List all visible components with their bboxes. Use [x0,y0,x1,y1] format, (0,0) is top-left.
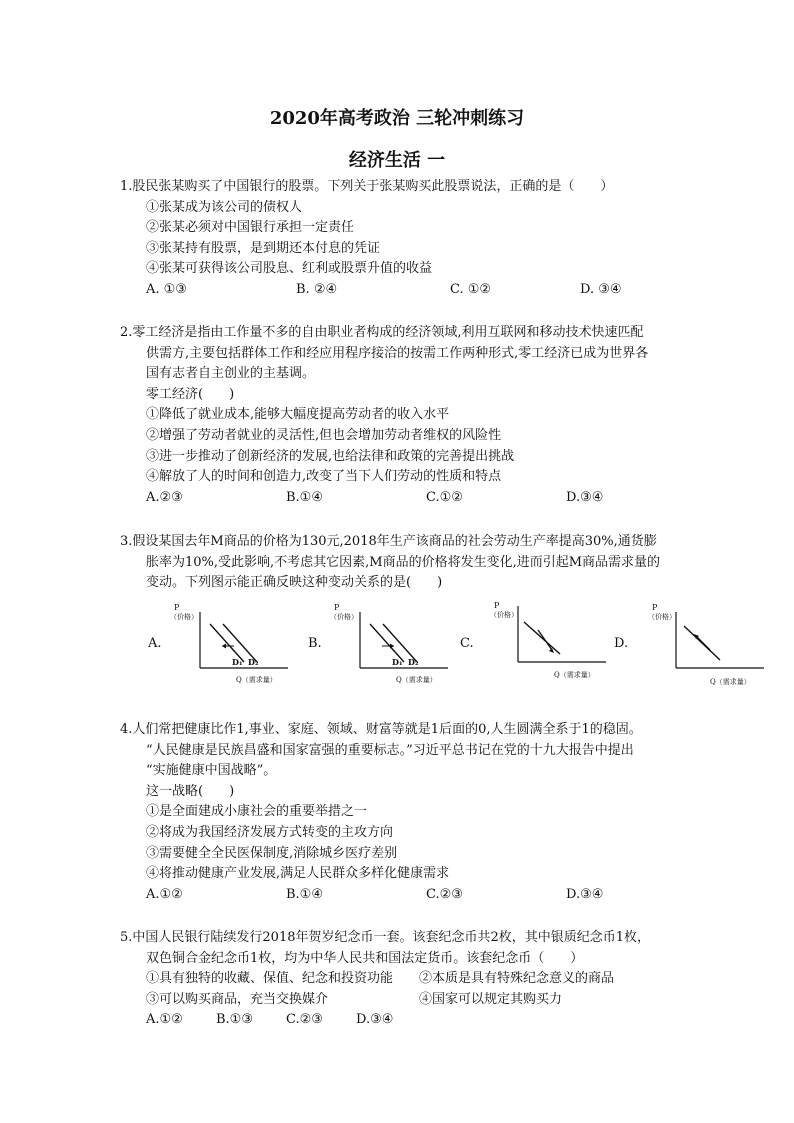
shift-arrowhead [222,644,226,649]
option-b[interactable]: B. ②④ [296,281,338,297]
curve-label-d1: D₁ [392,657,403,667]
option-a[interactable]: A.②③ [146,489,183,505]
question-stem-cont: 胀率为10%,受此影响,不考虑其它因素,M商品的价格将发生变化,进而引起M商品需求量的 [146,554,661,570]
answer-options [120,885,710,906]
y-axis-sub: （价格） [648,613,676,621]
question-stem-cont: 这一战略( ) [146,783,235,799]
y-axis-label: P [334,603,340,612]
option-c[interactable]: C. ①② [450,281,492,297]
question-4 [120,720,710,905]
option-a[interactable]: A.①② [146,1012,183,1028]
demand-curve [684,626,720,660]
option-b[interactable]: B.①④ [286,886,323,902]
question-stem-cont: 变动。下列图示能正确反映这种变动关系的是( ) [146,575,443,591]
curve-label-d1: D₁ [232,657,243,667]
answer-options [120,488,710,509]
movement-arrow [696,636,710,650]
graph-choice-label: C. [460,636,474,651]
option-d[interactable]: D. ③④ [580,281,622,297]
question-2 [120,323,710,508]
question-stem: 4.人们常把健康比作1,事业、家庭、领域、财富等就是1后面的0,人生圆满全系于1的稳固。 [120,722,642,737]
question-stem: 5.中国人民银行陆续发行2018年贺岁纪念币一套。该套纪念币共2枚，其中银质纪念币1枚， [120,930,651,945]
x-axis-label: Q（需求量） [710,678,751,686]
graph-a-plot [148,600,298,690]
option-a[interactable]: A. ①③ [146,281,187,297]
graph-d[interactable] [614,600,774,690]
x-axis-label: Q（需求量） [396,676,437,684]
option-d[interactable]: D.③④ [356,1012,394,1028]
statement-item: ①张某成为该公司的债权人 [146,199,303,215]
graph-choice-label: D. [614,636,629,651]
page-subtitle: 经济生活 一 [348,150,446,171]
statement-item: ①具有独特的收藏、保值、纪念和投资功能 ②本质是具有特殊纪念意义的商品 [146,971,615,987]
y-axis-sub: （价格） [170,613,198,621]
answer-options [120,1010,710,1031]
statement-item: ②增强了劳动者就业的灵活性,但也会增加劳动者维权的风险性 [146,427,502,443]
statement-item: ①是全面建成小康社会的重要举措之一 [146,804,368,820]
question-stem-cont: “人民健康是民族昌盛和国家富强的重要标志。”习近平总书记在党的十九大报告中提出 [146,742,634,758]
option-c[interactable]: C.②③ [426,886,463,902]
graph-choice-label: A. [148,636,162,651]
y-axis-label: P [652,603,658,612]
x-axis-label: Q（需求量） [554,671,595,679]
question-stem-cont: 供需方,主要包括群体工作和经应用程序接洽的按需工作两种形式,零工经济已成为世界各 [146,345,649,361]
option-c[interactable]: C.①② [426,489,463,505]
graph-choice-label: B. [308,636,322,651]
page-title: 2020年高考政治 三轮冲刺练习 [269,108,525,129]
graph-c-plot [460,600,610,690]
option-d[interactable]: D.③④ [566,489,604,505]
graph-d-plot [614,600,764,690]
statement-item: ③可以购买商品，充当交换媒介 ④国家可以规定其购买力 [146,991,563,1007]
statement-item: ③需要健全全民医保制度,消除城乡医疗差别 [146,845,398,861]
question-stem: 3.假设某国去年M商品的价格为130元,2018年生产该商品的社会劳动生产率提高30%,通货膨 [120,534,657,549]
option-b[interactable]: B.①④ [286,489,323,505]
question-5 [120,928,710,1031]
option-a[interactable]: A.①② [146,886,183,902]
movement-arrow [538,630,552,650]
y-axis-label: P [174,603,180,612]
question-stem: 1.股民张某购买了中国银行的股票。下列关于张某购买此股票说法，正确的是（ ） [120,179,614,194]
statement-item: ①降低了就业成本,能够大幅度提高劳动者的收入水平 [146,407,450,423]
y-axis-sub: （价格） [330,613,358,621]
y-axis-sub: （价格） [490,611,518,619]
question-stem-cont: 双色铜合金纪念币1枚，均为中华人民共和国法定货币。该套纪念币（ ） [146,950,584,966]
graph-b-plot [306,600,456,690]
y-axis-label: P [494,601,500,610]
question-stem-cont: “实施健康中国战略”。 [146,763,277,779]
question-stem-cont: 零工经济( ) [146,386,235,402]
option-d[interactable]: D.③④ [566,886,604,902]
curve-label-d2: D₂ [408,657,419,667]
option-c[interactable]: C.②③ [286,1012,323,1028]
question-stem: 2.零工经济是指由工作量不多的自由职业者构成的经济领域,利用互联网和移动技术快速匹配 [120,325,644,340]
question-1 [120,177,710,301]
question-3 [120,532,710,594]
option-b[interactable]: B.①③ [216,1012,253,1028]
graph-c[interactable] [460,600,620,690]
demand-curve [524,622,560,654]
graph-a[interactable] [148,600,308,690]
question-stem-cont: 国有志者自主创业的主基调。 [146,366,316,382]
statement-item: ④解放了人的时间和创造力,改变了当下人们劳动的性质和特点 [146,469,502,485]
statement-item: ③张某持有股票，是到期还本付息的凭证 [146,240,381,256]
x-axis-label: Q（需求量） [236,676,277,684]
statement-item: ②将成为我国经济发展方式转变的主攻方向 [146,824,394,840]
graph-b[interactable] [306,600,466,690]
statement-item: ③进一步推动了创新经济的发展,也给法律和政策的完善提出挑战 [146,448,515,464]
statement-item: ④将推动健康产业发展,满足人民群众多样化健康需求 [146,866,450,882]
statement-item: ④张某可获得该公司股息、红利或股票升值的收益 [146,261,433,277]
answer-options [120,280,710,301]
demand-graphs [148,600,768,690]
statement-item: ②张某必须对中国银行承担一定责任 [146,220,355,236]
curve-label-d2: D₂ [248,657,259,667]
